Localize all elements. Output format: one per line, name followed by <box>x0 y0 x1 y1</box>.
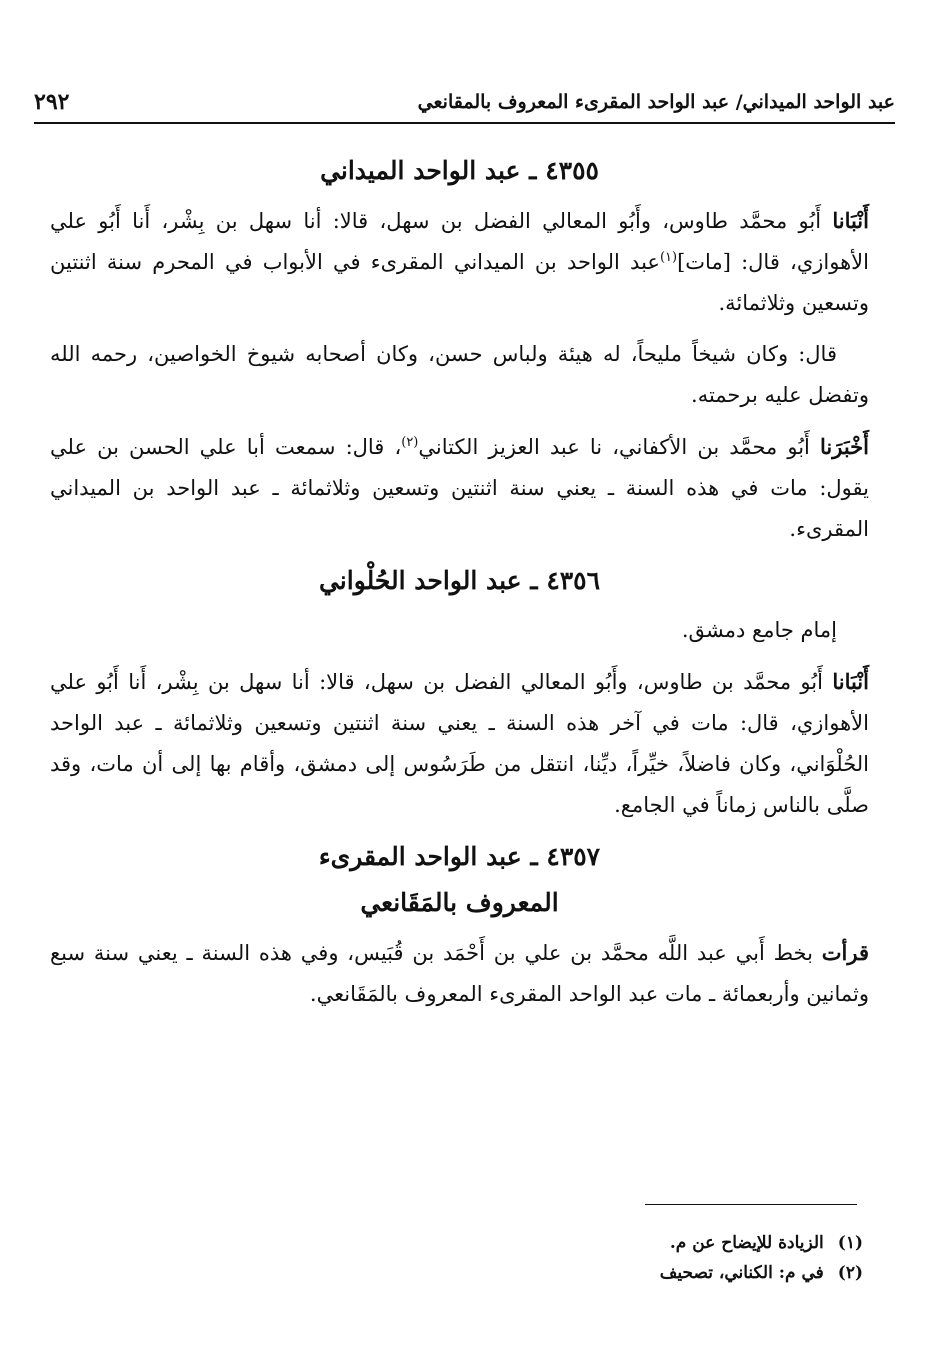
page-body <box>50 150 869 1025</box>
footnote-number: (١) <box>837 1233 863 1253</box>
running-header <box>34 82 895 124</box>
entry-subtitle-4357: المعروف بالمَقَانعي <box>360 888 559 917</box>
transmission-keyword: أَنْبَانا <box>832 669 869 694</box>
paragraph-text: بخط أَبي عبد اللَّه محمَّد بن علي بن أَحْمَد بن قُبَيس، وفي هذه السنة ـ يعني سنة سبع وثمانين وأربعمائة ـ مات عبد الواحد المقرىء المعروف بالمَقَانعي. <box>50 941 869 1006</box>
footnote-number: (٢) <box>837 1263 863 1283</box>
paragraph-text: أَبُو محمَّد بن طاوس، وأَبُو المعالي الفضل بن سهل، قالا: أنا سهل بن بِشْر، أَنا أَبُو علي الأهوازي، قال: مات في آخر هذه السنة ـ يعني سنة اثنتين وتسعين وثلاثمائة ـ عبد الواحد الحُلْوَاني، وكان فاضلاً، خيِّراً، ديِّنا، انتقل من طَرَسُوس إلى دمشق، وأقام بها إلى أن مات، وقد صلَّى بالناس زماناً في الجامع. <box>50 670 869 817</box>
entry-4356-paragraph-2 <box>50 661 869 826</box>
paragraph-text: عبد الواحد بن الميداني المقرىء في الأبواب في المحرم سنة اثنتين وتسعين وثلاثمائة. <box>50 250 869 315</box>
footnote-ref-1: (١) <box>659 250 678 265</box>
paragraph-text: ، قال: سمعت أبا علي الحسن بن علي يقول: مات في هذه السنة ـ يعني سنة اثنتين وتسعين وثلاثمائة ـ عبد الواحد بن الميداني المقرىء. <box>50 435 869 541</box>
footnote-divider <box>645 1204 857 1205</box>
paragraph-text: أَبُو محمَّد طاوس، وأَبُو المعالي الفضل بن سهل، قالا: أنا سهل بن بِشْر، أَنا أَبُو علي الأهوازي، قال: [مات] <box>50 209 869 274</box>
footnote-text: الزيادة للإيضاح عن م. <box>669 1233 824 1253</box>
entry-4355-paragraph-3 <box>50 426 869 550</box>
page-number: ٢٩٢ <box>34 89 70 115</box>
footnote-text: في م: الكناني، تصحيف <box>659 1263 824 1283</box>
entry-4356-paragraph-1: إمام جامع دمشق. <box>681 618 837 642</box>
footnote-1 <box>400 1228 863 1258</box>
entry-title-4357: ٤٣٥٧ ـ عبد الواحد المقرىء <box>318 842 601 871</box>
entry-title-4356: ٤٣٥٦ ـ عبد الواحد الحُلْواني <box>318 566 601 595</box>
paragraph-text: أَبُو محمَّد بن الأكفاني، نا عبد العزيز الكتاني <box>418 435 821 459</box>
transmission-keyword: قرأت <box>821 940 869 965</box>
entry-4357-paragraph-1 <box>50 932 869 1015</box>
footnote-2 <box>400 1258 863 1288</box>
transmission-keyword: أَنْبَانا <box>832 208 869 233</box>
footnotes <box>400 1228 863 1288</box>
footnote-ref-2: (٢) <box>401 435 419 450</box>
entry-title-4355: ٤٣٥٥ ـ عبد الواحد الميداني <box>320 156 599 185</box>
running-title: عبد الواحد الميداني/ عبد الواحد المقرىء المعروف بالمقانعي <box>417 91 895 113</box>
transmission-keyword: أَخْبَرَنا <box>820 434 869 459</box>
entry-4355-paragraph-2: قال: وكان شيخاً مليحاً، له هيئة ولباس حسن، وكان أصحابه شيوخ الخواصين، رحمه الله وتفضل عليه برحمته. <box>50 342 869 407</box>
entry-4355-paragraph-1 <box>50 200 869 324</box>
